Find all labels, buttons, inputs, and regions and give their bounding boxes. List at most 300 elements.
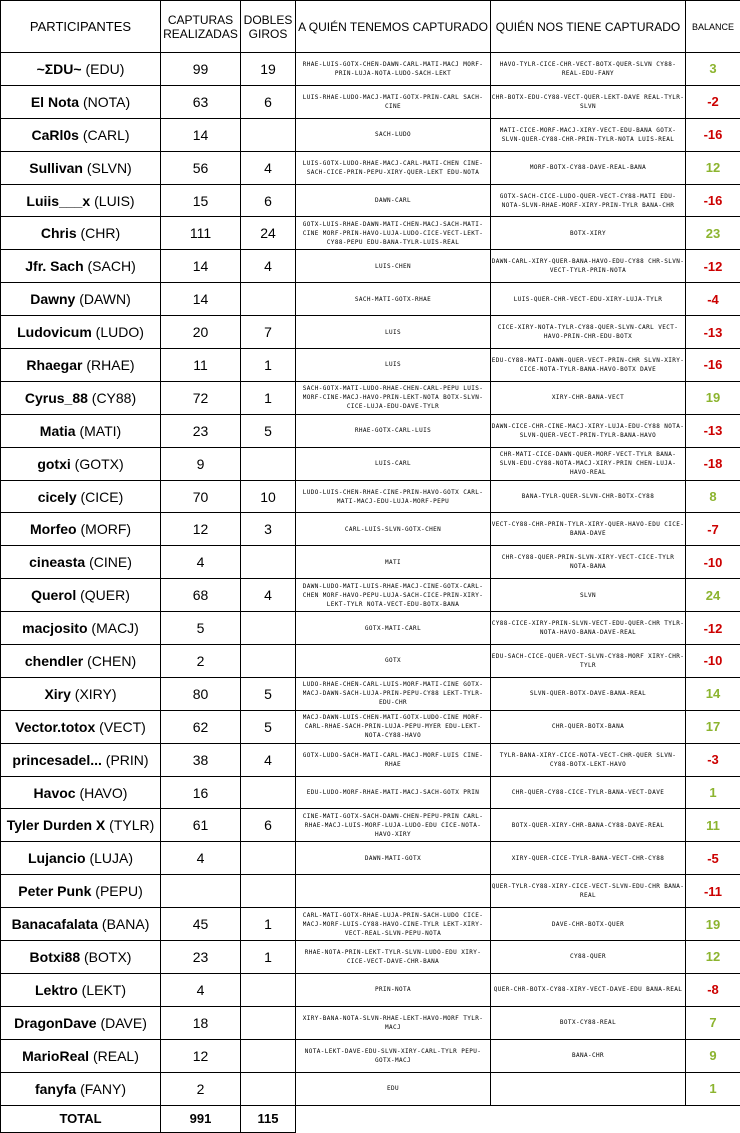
table-row — [1, 85, 740, 118]
double-spins-cell: 5 — [241, 710, 296, 743]
captured-by-us-cell: LUIS-GOTX-LUDO-RHAE-MACJ-CARL-MATI-CHEN CINE-SACH-CICE-PRIN-PEPU-XIRY-QUER-LEKT EDU-NOTA — [296, 151, 491, 184]
captured-by-us-cell: DAWN-CARL — [296, 184, 491, 217]
captured-us-cell: MATI-CICE-MORF-MACJ-XIRY-VECT-EDU-BANA GOTX-SLVN-QUER-CY88-CHR-PRIN-TYLR-NOTA LUIS-REAL — [491, 118, 686, 151]
table-row — [1, 118, 740, 151]
balance-cell: -13 — [686, 316, 740, 349]
balance-cell: 12 — [686, 941, 740, 974]
captures-cell: 56 — [161, 151, 241, 184]
balance-cell: 1 — [686, 776, 740, 809]
participant-cell — [1, 184, 161, 217]
header-participants: PARTICIPANTES — [1, 1, 161, 53]
participant-name: cineasta — [29, 554, 85, 570]
captures-cell: 68 — [161, 579, 241, 612]
header-captures: CAPTURAS REALIZADAS — [161, 1, 241, 53]
participant-cell — [1, 710, 161, 743]
captured-us-cell: BANA-CHR — [491, 1039, 686, 1072]
table-row — [1, 53, 740, 86]
captured-by-us-cell: LUIS-RHAE-LUDO-MACJ-MATI-GOTX-PRIN-CARL SACH-CINE — [296, 85, 491, 118]
captures-cell: 12 — [161, 1039, 241, 1072]
participant-code: (NOTA) — [83, 94, 130, 110]
captured-by-us-cell — [296, 875, 491, 908]
captured-us-cell: DAWN-CARL-XIRY-QUER-BANA-HAVO-EDU-CY88 CHR-SLVN-VECT-TYLR-PRIN-NOTA — [491, 250, 686, 283]
captured-us-cell: CHR-BOTX-EDU-CY88-VECT-QUER-LEKT-DAVE REAL-TYLR-SLVN — [491, 85, 686, 118]
participant-code: (LUJA) — [89, 850, 133, 866]
captures-cell: 80 — [161, 677, 241, 710]
captured-by-us-cell: SACH-LUDO — [296, 118, 491, 151]
captured-by-us-cell: XIRY-BANA-NOTA-SLVN-RHAE-LEKT-HAVO-MORF TYLR-MACJ — [296, 1006, 491, 1039]
double-spins-cell — [241, 776, 296, 809]
total-spins: 115 — [241, 1105, 296, 1132]
captures-cell: 70 — [161, 480, 241, 513]
participant-code: (EDU) — [85, 61, 124, 77]
total-label: TOTAL — [1, 1105, 161, 1132]
double-spins-cell: 6 — [241, 184, 296, 217]
captures-cell: 23 — [161, 941, 241, 974]
double-spins-cell: 5 — [241, 414, 296, 447]
captured-us-cell: BOTX-QUER-XIRY-CHR-BANA-CY88-DAVE-REAL — [491, 809, 686, 842]
double-spins-cell — [241, 875, 296, 908]
participant-cell — [1, 1039, 161, 1072]
captured-by-us-cell: EDU — [296, 1072, 491, 1105]
captured-by-us-cell: NOTA-LEKT-DAVE-EDU-SLVN-XIRY-CARL-TYLR PEPU-GOTX-MACJ — [296, 1039, 491, 1072]
participant-code: (PEPU) — [95, 883, 142, 899]
total-captures: 991 — [161, 1105, 241, 1132]
double-spins-cell — [241, 645, 296, 678]
double-spins-cell: 1 — [241, 349, 296, 382]
participant-code: (LUDO) — [96, 324, 144, 340]
captured-us-cell: SLVN-QUER-BOTX-DAVE-BANA-REAL — [491, 677, 686, 710]
participant-name: Jfr. Sach — [25, 258, 83, 274]
table-row — [1, 447, 740, 480]
captured-us-cell: CHR-QUER-BOTX-BANA — [491, 710, 686, 743]
captured-us-cell: DAWN-CICE-CHR-CINE-MACJ-XIRY-LUJA-EDU-CY88 NOTA-SLVN-QUER-VECT-PRIN-TYLR-BANA-HAVO — [491, 414, 686, 447]
table-row — [1, 612, 740, 645]
participant-code: (MACJ) — [91, 620, 138, 636]
double-spins-cell: 4 — [241, 579, 296, 612]
captures-cell: 2 — [161, 645, 241, 678]
double-spins-cell — [241, 118, 296, 151]
participant-cell — [1, 546, 161, 579]
captures-cell: 61 — [161, 809, 241, 842]
table-row — [1, 184, 740, 217]
participant-cell — [1, 250, 161, 283]
captured-by-us-cell: GOTX-LUDO-SACH-MATI-CARL-MACJ-MORF-LUIS CINE-RHAE — [296, 743, 491, 776]
captures-cell — [161, 875, 241, 908]
table-row — [1, 513, 740, 546]
participant-name: Lektro — [35, 982, 78, 998]
participant-cell — [1, 381, 161, 414]
participant-name: Matia — [40, 423, 76, 439]
participant-name: Havoc — [34, 785, 76, 801]
captures-cell: 45 — [161, 908, 241, 941]
participant-name: DragonDave — [14, 1015, 96, 1031]
participant-code: (CARL) — [83, 127, 130, 143]
balance-cell: 17 — [686, 710, 740, 743]
double-spins-cell — [241, 283, 296, 316]
captured-us-cell: TYLR-BANA-XIRY-CICE-NOTA-VECT-CHR-QUER SLVN-CY88-BOTX-LEKT-HAVO — [491, 743, 686, 776]
table-row — [1, 579, 740, 612]
participant-cell — [1, 513, 161, 546]
balance-cell: -16 — [686, 349, 740, 382]
double-spins-cell — [241, 612, 296, 645]
balance-cell: -16 — [686, 184, 740, 217]
participant-code: (FANY) — [80, 1081, 126, 1097]
table-row — [1, 973, 740, 1006]
captures-cell: 9 — [161, 447, 241, 480]
participant-cell — [1, 414, 161, 447]
balance-cell: 19 — [686, 908, 740, 941]
participant-code: (MORF) — [81, 521, 132, 537]
participant-cell — [1, 1006, 161, 1039]
table-row — [1, 875, 740, 908]
double-spins-cell — [241, 1072, 296, 1105]
participant-name: Peter Punk — [18, 883, 91, 899]
balance-cell: -2 — [686, 85, 740, 118]
captured-us-cell: XIRY-CHR-BANA-VECT — [491, 381, 686, 414]
captured-us-cell: VECT-CY88-CHR-PRIN-TYLR-XIRY-QUER-HAVO-EDU CICE-BANA-DAVE — [491, 513, 686, 546]
participant-name: El Nota — [31, 94, 79, 110]
captures-cell: 63 — [161, 85, 241, 118]
captured-by-us-cell: GOTX-MATI-CARL — [296, 612, 491, 645]
participant-code: (SLVN) — [87, 160, 132, 176]
captures-cell: 99 — [161, 53, 241, 86]
participant-code: (CHR) — [81, 225, 121, 241]
participant-name: MarioReal — [22, 1048, 89, 1064]
header-double-spins: DOBLES GIROS — [241, 1, 296, 53]
captures-cell: 4 — [161, 973, 241, 1006]
captured-us-cell: DAVE-CHR-BOTX-QUER — [491, 908, 686, 941]
captured-by-us-cell: MATI — [296, 546, 491, 579]
double-spins-cell: 10 — [241, 480, 296, 513]
captures-cell: 18 — [161, 1006, 241, 1039]
captured-us-cell: CY88-QUER — [491, 941, 686, 974]
captured-by-us-cell: PRIN-NOTA — [296, 973, 491, 1006]
captures-cell: 62 — [161, 710, 241, 743]
participant-code: (GOTX) — [75, 456, 124, 472]
captures-cell: 23 — [161, 414, 241, 447]
captures-cell: 11 — [161, 349, 241, 382]
total-blank — [686, 1105, 740, 1132]
participant-code: (DAWN) — [79, 291, 131, 307]
captured-us-cell: GOTX-SACH-CICE-LUDO-QUER-VECT-CY88-MATI EDU-NOTA-SLVN-RHAE-MORF-XIRY-PRIN-TYLR BANA-CHR — [491, 184, 686, 217]
participant-name: gotxi — [37, 456, 70, 472]
table-row — [1, 349, 740, 382]
captured-by-us-cell: SACH-MATI-GOTX-RHAE — [296, 283, 491, 316]
double-spins-cell: 4 — [241, 151, 296, 184]
captured-by-us-cell: GOTX-LUIS-RHAE-DAWN-MATI-CHEN-MACJ-SACH-MATI-CINE MORF-PRIN-HAVO-LUJA-LUDO-CICE-VECT-LEKT-CY88-PEPU EDU-BANA-TYLR-LUIS-REAL — [296, 217, 491, 250]
table-row — [1, 250, 740, 283]
participant-name: fanyfa — [35, 1081, 76, 1097]
participant-cell — [1, 151, 161, 184]
double-spins-cell: 4 — [241, 250, 296, 283]
captured-by-us-cell: LUIS-CARL — [296, 447, 491, 480]
participant-cell — [1, 809, 161, 842]
captured-by-us-cell: LUIS-CHEN — [296, 250, 491, 283]
captures-cell: 12 — [161, 513, 241, 546]
captured-us-cell: BANA-TYLR-QUER-SLVN-CHR-BOTX-CY88 — [491, 480, 686, 513]
participant-name: Xiry — [44, 686, 70, 702]
captured-by-us-cell: DAWN-MATI-GOTX — [296, 842, 491, 875]
table-row — [1, 842, 740, 875]
captured-by-us-cell: CINE-MATI-GOTX-SACH-DAWN-CHEN-PEPU-PRIN CARL-RHAE-MACJ-LUIS-MORF-LUJA-LUDO-EDU CICE-NOTA-HAVO-XIRY — [296, 809, 491, 842]
captures-cell: 111 — [161, 217, 241, 250]
participant-code: (CHEN) — [87, 653, 136, 669]
balance-cell: -7 — [686, 513, 740, 546]
participant-cell — [1, 842, 161, 875]
captured-us-cell: CHR-QUER-CY88-CICE-TYLR-BANA-VECT-DAVE — [491, 776, 686, 809]
table-row — [1, 776, 740, 809]
balance-cell: -13 — [686, 414, 740, 447]
participant-name: cicely — [38, 489, 77, 505]
balance-cell: -4 — [686, 283, 740, 316]
participant-name: macjosito — [22, 620, 87, 636]
captured-by-us-cell: LUIS — [296, 349, 491, 382]
balance-cell: 1 — [686, 1072, 740, 1105]
table-row — [1, 480, 740, 513]
participant-cell — [1, 316, 161, 349]
participant-cell — [1, 645, 161, 678]
participant-name: CaRl0s — [31, 127, 78, 143]
participant-code: (BANA) — [102, 916, 149, 932]
participant-code: (TYLR) — [109, 817, 154, 833]
double-spins-cell — [241, 842, 296, 875]
captured-us-cell: CHR-MATI-CICE-DAWN-QUER-MORF-VECT-TYLR BANA-SLVN-EDU-CY88-NOTA-MACJ-XIRY-PRIN CHEN-LUJA-HAVO-REAL — [491, 447, 686, 480]
captured-us-cell: BOTX-XIRY — [491, 217, 686, 250]
double-spins-cell — [241, 1006, 296, 1039]
total-row — [1, 1105, 740, 1132]
table-row — [1, 677, 740, 710]
double-spins-cell: 7 — [241, 316, 296, 349]
captures-cell: 72 — [161, 381, 241, 414]
balance-cell: 11 — [686, 809, 740, 842]
table-body — [1, 53, 740, 1106]
balance-cell: -12 — [686, 612, 740, 645]
captures-cell: 38 — [161, 743, 241, 776]
balance-cell: 19 — [686, 381, 740, 414]
balance-cell: -3 — [686, 743, 740, 776]
balance-cell: -5 — [686, 842, 740, 875]
participant-cell — [1, 1072, 161, 1105]
participant-code: (DAVE) — [100, 1015, 146, 1031]
captured-by-us-cell: SACH-GOTX-MATI-LUDO-RHAE-CHEN-CARL-PEPU LUIS-MORF-CINE-MACJ-HAVO-PRIN-LEKT-NOTA BOTX-SLVN-CICE-LUJA-EDU-DAVE-TYLR — [296, 381, 491, 414]
captured-us-cell: XIRY-QUER-CICE-TYLR-BANA-VECT-CHR-CY88 — [491, 842, 686, 875]
captured-us-cell — [491, 1072, 686, 1105]
participant-code: (QUER) — [80, 587, 130, 603]
double-spins-cell — [241, 447, 296, 480]
participant-code: (CY88) — [92, 390, 136, 406]
captured-by-us-cell: CARL-LUIS-SLVN-GOTX-CHEN — [296, 513, 491, 546]
balance-cell: -11 — [686, 875, 740, 908]
participant-code: (CICE) — [81, 489, 124, 505]
double-spins-cell: 24 — [241, 217, 296, 250]
participant-cell — [1, 283, 161, 316]
total-blank — [296, 1105, 491, 1132]
balance-cell: -16 — [686, 118, 740, 151]
double-spins-cell: 6 — [241, 85, 296, 118]
participant-code: (XIRY) — [75, 686, 117, 702]
participant-cell — [1, 447, 161, 480]
header-captured-by-us: A QUIÉN TENEMOS CAPTURADO — [296, 1, 491, 53]
table-row — [1, 1072, 740, 1105]
balance-cell: 12 — [686, 151, 740, 184]
participant-code: (SACH) — [88, 258, 136, 274]
captured-us-cell: BOTX-CY88-REAL — [491, 1006, 686, 1039]
double-spins-cell: 6 — [241, 809, 296, 842]
double-spins-cell — [241, 546, 296, 579]
participant-cell — [1, 973, 161, 1006]
participant-cell — [1, 776, 161, 809]
participant-name: ~ΣDU~ — [37, 61, 82, 77]
double-spins-cell: 4 — [241, 743, 296, 776]
captures-cell: 2 — [161, 1072, 241, 1105]
balance-cell: 3 — [686, 53, 740, 86]
captured-by-us-cell: EDU-LUDO-MORF-RHAE-MATI-MACJ-SACH-GOTX PRIN — [296, 776, 491, 809]
table-row — [1, 1039, 740, 1072]
table-row — [1, 809, 740, 842]
captured-by-us-cell: DAWN-LUDO-MATI-LUIS-RHAE-MACJ-CINE-GOTX-CARL-CHEN MORF-HAVO-PEPU-LUJA-SACH-CICE-PRIN-XIRY-LEKT-TYLR NOTA-VECT-EDU-BOTX-BANA — [296, 579, 491, 612]
participant-code: (LUIS) — [94, 193, 134, 209]
table-row — [1, 710, 740, 743]
captured-by-us-cell: LUDO-RHAE-CHEN-CARL-LUIS-MORF-MATI-CINE GOTX-MACJ-DAWN-SACH-LUJA-PRIN-PEPU-CY88 LEKT-TYLR-EDU-CHR — [296, 677, 491, 710]
captures-cell: 5 — [161, 612, 241, 645]
balance-cell: 14 — [686, 677, 740, 710]
total-blank — [491, 1105, 686, 1132]
double-spins-cell: 1 — [241, 908, 296, 941]
table-row — [1, 217, 740, 250]
table-row — [1, 546, 740, 579]
participant-cell — [1, 743, 161, 776]
header-row — [1, 1, 740, 53]
participant-cell — [1, 677, 161, 710]
captured-us-cell: CHR-CY88-QUER-PRIN-SLVN-XIRY-VECT-CICE-TYLR NOTA-BANA — [491, 546, 686, 579]
participant-cell — [1, 480, 161, 513]
balance-cell: 9 — [686, 1039, 740, 1072]
double-spins-cell: 1 — [241, 381, 296, 414]
participant-name: Morfeo — [30, 521, 77, 537]
participant-name: Vector.totox — [15, 719, 95, 735]
double-spins-cell: 3 — [241, 513, 296, 546]
captures-cell: 14 — [161, 118, 241, 151]
balance-cell: -10 — [686, 546, 740, 579]
captures-cell: 4 — [161, 842, 241, 875]
participant-cell — [1, 217, 161, 250]
participant-cell — [1, 85, 161, 118]
header-balance: BALANCE — [686, 1, 740, 53]
table-row — [1, 316, 740, 349]
participant-name: Sullivan — [29, 160, 83, 176]
participant-code: (VECT) — [99, 719, 146, 735]
participant-code: (PRIN) — [106, 752, 149, 768]
captured-by-us-cell: RHAE-LUIS-GOTX-CHEN-DAWN-CARL-MATI-MACJ MORF-PRIN-LUJA-NOTA-LUDO-SACH-LEKT — [296, 53, 491, 86]
captured-by-us-cell: LUDO-LUIS-CHEN-RHAE-CINE-PRIN-HAVO-GOTX CARL-MATI-MACJ-EDU-LUJA-MORF-PEPU — [296, 480, 491, 513]
participant-name: Dawny — [30, 291, 75, 307]
participant-name: Luiis___x — [26, 193, 90, 209]
participant-cell — [1, 579, 161, 612]
participant-name: Rhaegar — [26, 357, 82, 373]
participant-code: (REAL) — [93, 1048, 139, 1064]
captured-by-us-cell: LUIS — [296, 316, 491, 349]
table-row — [1, 414, 740, 447]
captured-by-us-cell: CARL-MATI-GOTX-RHAE-LUJA-PRIN-SACH-LUDO CICE-MACJ-MORF-LUIS-CY88-HAVO-CINE-TYLR LEKT-XIRY-VECT-REAL-SLVN-PEPU-NOTA — [296, 908, 491, 941]
participant-name: Cyrus_88 — [25, 390, 88, 406]
captured-us-cell: EDU-CY88-MATI-DAWN-QUER-VECT-PRIN-CHR SLVN-XIRY-CICE-NOTA-TYLR-BANA-HAVO-BOTX DAVE — [491, 349, 686, 382]
captured-by-us-cell: RHAE-NOTA-PRIN-LEKT-TYLR-SLVN-LUDO-EDU XIRY-CICE-VECT-DAVE-CHR-BANA — [296, 941, 491, 974]
participant-code: (HAVO) — [79, 785, 127, 801]
captured-us-cell: CICE-XIRY-NOTA-TYLR-CY88-QUER-SLVN-CARL VECT-HAVO-PRIN-CHR-EDU-BOTX — [491, 316, 686, 349]
captured-us-cell: LUIS-QUER-CHR-VECT-EDU-XIRY-LUJA-TYLR — [491, 283, 686, 316]
captures-cell: 16 — [161, 776, 241, 809]
participant-cell — [1, 53, 161, 86]
double-spins-cell — [241, 1039, 296, 1072]
captures-cell: 14 — [161, 283, 241, 316]
captured-us-cell: CY88-CICE-XIRY-PRIN-SLVN-VECT-EDU-QUER-CHR TYLR-NOTA-HAVO-BANA-DAVE-REAL — [491, 612, 686, 645]
participant-cell — [1, 118, 161, 151]
balance-cell: 23 — [686, 217, 740, 250]
balance-cell: -18 — [686, 447, 740, 480]
participant-cell — [1, 908, 161, 941]
captures-cell: 15 — [161, 184, 241, 217]
table-row — [1, 908, 740, 941]
participant-name: Lujancio — [28, 850, 86, 866]
participant-name: Ludovicum — [17, 324, 92, 340]
balance-cell: 8 — [686, 480, 740, 513]
captured-us-cell: QUER-CHR-BOTX-CY88-XIRY-VECT-DAVE-EDU BANA-REAL — [491, 973, 686, 1006]
table-row — [1, 381, 740, 414]
captures-cell: 4 — [161, 546, 241, 579]
double-spins-cell: 1 — [241, 941, 296, 974]
participant-cell — [1, 349, 161, 382]
captured-us-cell: HAVO-TYLR-CICE-CHR-VECT-BOTX-QUER-SLVN CY88-REAL-EDU-FANY — [491, 53, 686, 86]
table-row — [1, 941, 740, 974]
participant-code: (BOTX) — [84, 949, 131, 965]
participant-cell — [1, 875, 161, 908]
double-spins-cell: 19 — [241, 53, 296, 86]
double-spins-cell: 5 — [241, 677, 296, 710]
table-row — [1, 283, 740, 316]
table-row — [1, 743, 740, 776]
balance-cell: -10 — [686, 645, 740, 678]
balance-cell: -8 — [686, 973, 740, 1006]
balance-cell: 24 — [686, 579, 740, 612]
table-row — [1, 151, 740, 184]
participant-code: (CINE) — [89, 554, 132, 570]
participant-name: Banacafalata — [12, 916, 98, 932]
participant-name: Botxi88 — [30, 949, 81, 965]
participant-name: Tyler Durden X — [7, 817, 106, 833]
participant-cell — [1, 941, 161, 974]
captures-cell: 20 — [161, 316, 241, 349]
participant-code: (LEKT) — [82, 982, 126, 998]
table-row — [1, 1006, 740, 1039]
participant-name: chendler — [25, 653, 83, 669]
captured-us-cell: MORF-BOTX-CY88-DAVE-REAL-BANA — [491, 151, 686, 184]
participant-cell — [1, 612, 161, 645]
table-row — [1, 645, 740, 678]
header-captured-us: QUIÉN NOS TIENE CAPTURADO — [491, 1, 686, 53]
participant-code: (RHAE) — [86, 357, 134, 373]
double-spins-cell — [241, 973, 296, 1006]
captured-by-us-cell: GOTX — [296, 645, 491, 678]
balance-cell: -12 — [686, 250, 740, 283]
participant-code: (MATI) — [79, 423, 121, 439]
participant-name: Querol — [31, 587, 76, 603]
participant-name: Chris — [41, 225, 77, 241]
balance-cell: 7 — [686, 1006, 740, 1039]
captured-us-cell: EDU-SACH-CICE-QUER-VECT-SLVN-CY88-MORF XIRY-CHR-TYLR — [491, 645, 686, 678]
captured-by-us-cell: RHAE-GOTX-CARL-LUIS — [296, 414, 491, 447]
captured-us-cell: SLVN — [491, 579, 686, 612]
captures-cell: 14 — [161, 250, 241, 283]
